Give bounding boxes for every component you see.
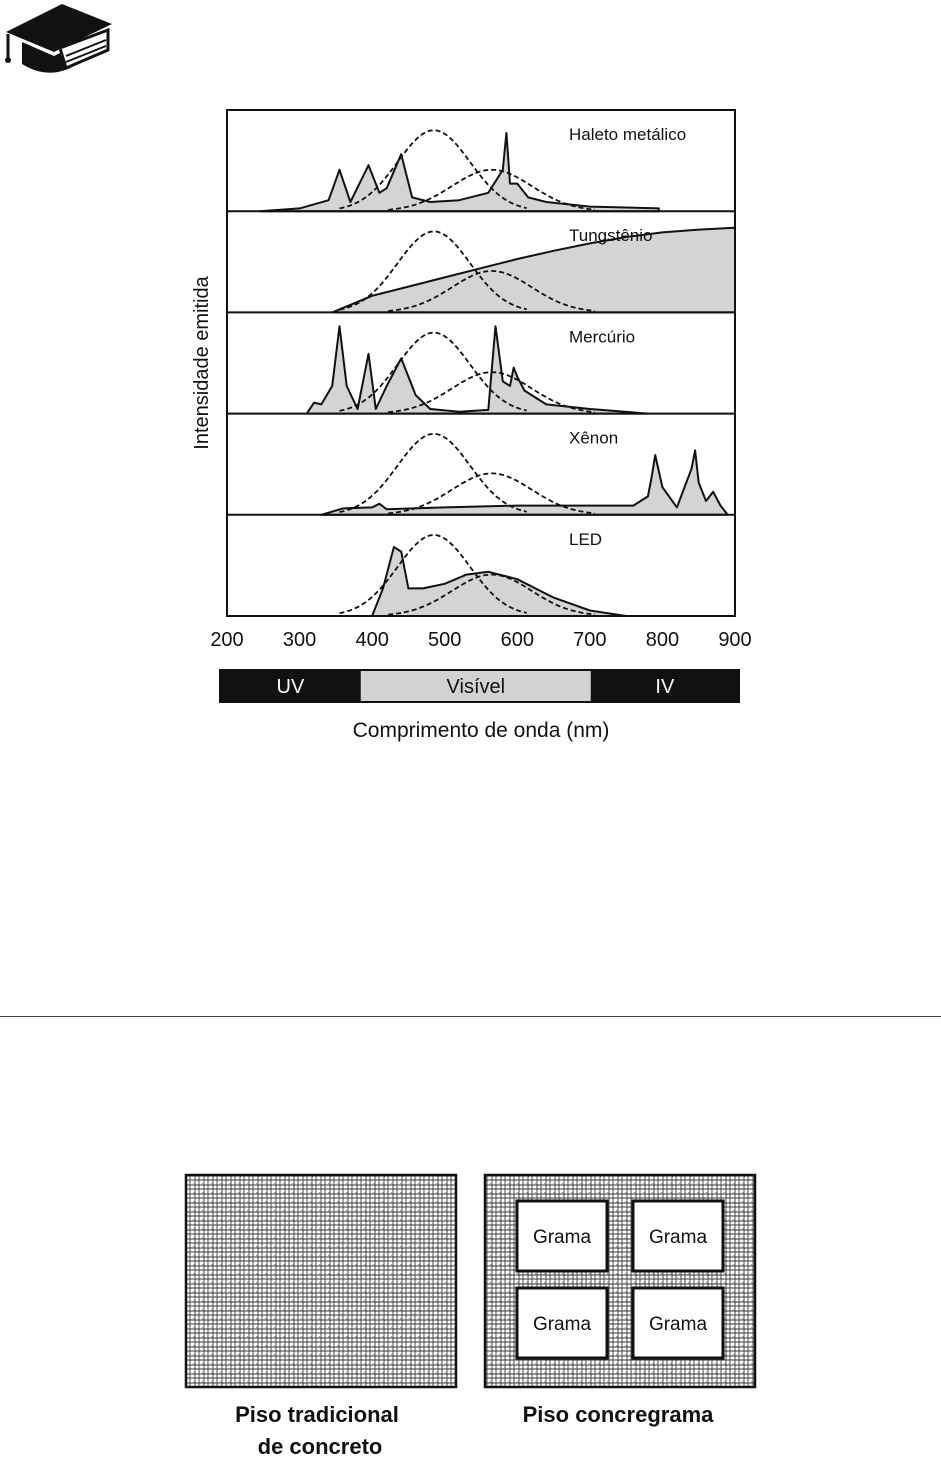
panel-label: Tungstênio	[569, 226, 653, 246]
floor-comparison-diagram	[175, 1165, 775, 1465]
panel-label: Xênon	[569, 428, 619, 448]
emission-spectra-chart	[180, 100, 770, 750]
spectrum-panel	[227, 414, 735, 515]
x-tick-label: 700	[573, 629, 607, 651]
grass-cell	[633, 1288, 723, 1358]
x-tick-label: 500	[428, 629, 462, 651]
x-ticks	[210, 629, 751, 651]
grass-cell	[633, 1201, 723, 1271]
svg-text:Grama: Grama	[648, 1227, 708, 1248]
spectrum-panel	[227, 515, 735, 616]
x-tick-label: 400	[355, 629, 389, 651]
x-axis-label: Comprimento de onda (nm)	[352, 719, 610, 742]
x-tick-label: 900	[718, 629, 752, 651]
emission-curve	[260, 133, 659, 211]
spectra-panels	[227, 125, 735, 616]
panel-label: LED	[569, 529, 603, 549]
traditional-caption-line-2: de concreto	[257, 1434, 383, 1459]
band-label: UV	[276, 676, 305, 698]
x-tick-label: 200	[210, 629, 244, 651]
x-tick-label: 600	[500, 629, 534, 651]
x-tick-label: 800	[645, 629, 680, 651]
band-label: IV	[655, 676, 675, 698]
y-axis-label: Intensidade emitida	[191, 276, 213, 450]
traditional-caption-line-1: Piso tradicional	[235, 1402, 399, 1427]
traditional-concrete-floor	[186, 1175, 456, 1387]
band-label: Visível	[446, 676, 506, 698]
svg-text:Grama: Grama	[648, 1314, 708, 1335]
emission-curve	[321, 450, 727, 514]
panel-label: Mercúrio	[569, 327, 636, 347]
x-tick-label: 300	[282, 629, 317, 651]
panel-label: Haleto metálico	[569, 125, 687, 144]
chart-frame	[227, 110, 735, 616]
grass-cell	[517, 1201, 607, 1271]
svg-text:Grama: Grama	[532, 1314, 592, 1335]
concregrama-caption: Piso concregrama	[522, 1402, 714, 1427]
graduation-cap-book-icon	[0, 0, 116, 80]
spectrum-band-bar	[220, 670, 739, 702]
spectrum-panel	[260, 125, 687, 211]
sensitivity-dashed-curve	[340, 434, 527, 512]
section-divider	[0, 1016, 941, 1017]
grass-cell	[517, 1288, 607, 1358]
spectrum-panel	[227, 211, 735, 312]
emission-curve	[372, 547, 626, 616]
spectrum-panel	[227, 312, 735, 413]
svg-text:Grama: Grama	[532, 1227, 592, 1248]
